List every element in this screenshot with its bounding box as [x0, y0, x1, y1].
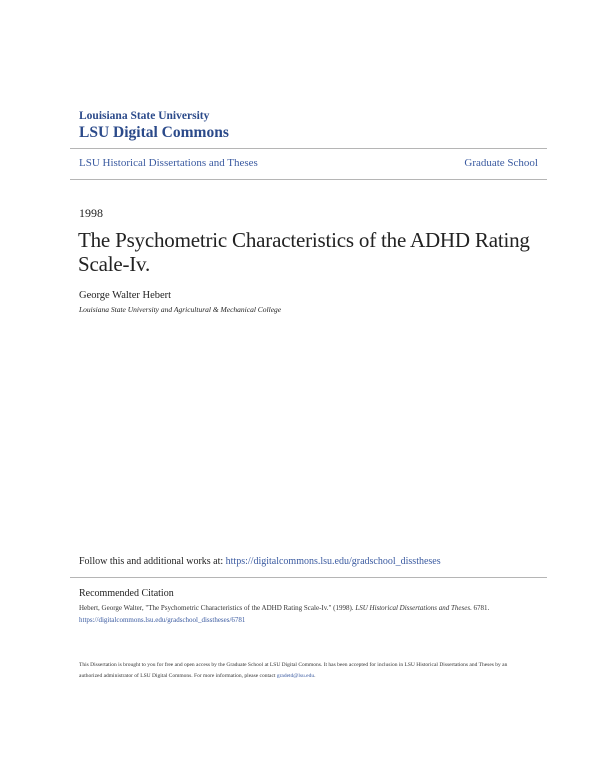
citation-text-end: . 6781.: [470, 604, 490, 612]
citation-series: LSU Historical Dissertations and Theses: [355, 604, 471, 612]
citation-divider: [70, 577, 547, 578]
notice-text: This Dissertation is brought to you for free and open access by the Graduate School at LSU Digital Commons. It has been accepted for inclusion in LSU Historical Dissertations and Theses by an authorized administrator of LSU Digital Commons. For more information, please contact: [79, 662, 508, 679]
contact-email-link[interactable]: gradetd@lsu.edu: [276, 673, 315, 679]
follow-prefix: Follow this and additional works at:: [79, 556, 226, 567]
citation-block: [79, 602, 519, 626]
document-title: The Psychometric Characteristics of the ADHD Rating Scale-Iv.: [78, 228, 530, 276]
publication-year: 1998: [79, 206, 103, 220]
author-affiliation: Louisiana State University and Agricultural & Mechanical College: [79, 305, 282, 314]
access-notice: [79, 660, 529, 682]
graduate-school-link[interactable]: Graduate School: [464, 157, 538, 169]
follow-url-link[interactable]: https://digitalcommons.lsu.edu/gradschool_disstheses: [225, 556, 441, 567]
collection-nav: [79, 157, 538, 169]
repository-name[interactable]: LSU Digital Commons: [79, 124, 229, 141]
notice-end: .: [314, 673, 316, 679]
institution-header: [79, 110, 229, 142]
citation-text-start: Hebert, George Walter, "The Psychometric Characteristics of the ADHD Rating Scale-Iv." (1998).: [79, 604, 356, 612]
citation-url-link[interactable]: https://digitalcommons.lsu.edu/gradschool_disstheses/6781: [79, 616, 246, 624]
nav-divider: [70, 179, 547, 180]
institution-name[interactable]: Louisiana State University: [79, 110, 210, 122]
recommended-citation-heading: Recommended Citation: [79, 588, 174, 599]
author-name: George Walter Hebert: [79, 290, 172, 301]
follow-line: [79, 556, 441, 567]
top-divider: [70, 148, 547, 149]
collection-link[interactable]: LSU Historical Dissertations and Theses: [79, 157, 258, 169]
